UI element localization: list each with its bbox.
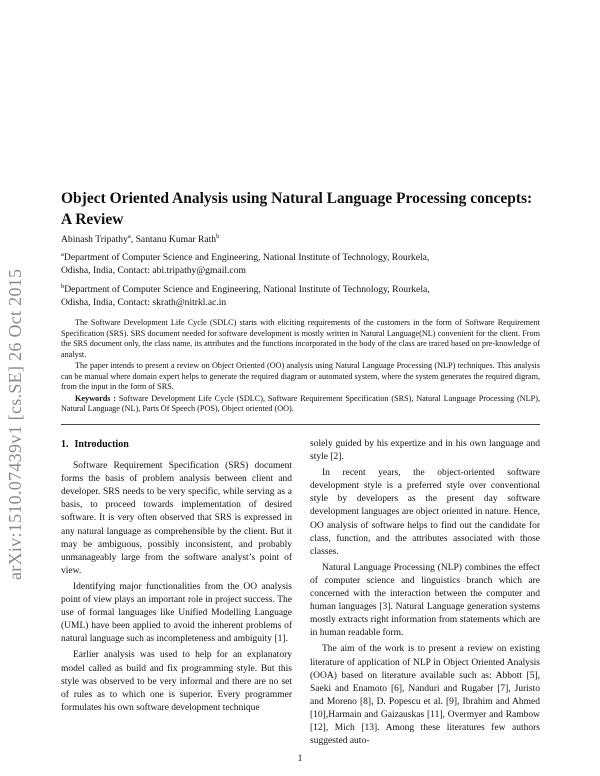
affiliation-marker: b bbox=[61, 282, 65, 290]
section-title: Introduction bbox=[74, 439, 129, 450]
section-heading bbox=[61, 438, 292, 451]
keywords-text: Software Development Life Cycle (SDLC), Software Requirement Specification (SRS), Natural Language Processing (NLP), Natural Language (NL), Parts Of Speech (POS), Object oriented (OO). bbox=[61, 393, 540, 413]
keywords bbox=[61, 394, 540, 415]
page-number: 1 bbox=[297, 754, 303, 764]
body-paragraph: Natural Language Processing (NLP) combines the effect of computer science and linguistics branch which are concerned with the interaction between the computer and human languages [3]. Natural Language generation systems mostly extracts right information from statements which are in human readable form. bbox=[310, 562, 540, 639]
affiliation-marker: a bbox=[61, 250, 64, 258]
author-separator: , bbox=[130, 234, 136, 245]
left-column bbox=[61, 438, 292, 715]
affiliation-line bbox=[61, 283, 541, 296]
abstract bbox=[61, 318, 540, 415]
affiliation-marker: a bbox=[127, 232, 131, 240]
affiliation-text: Department of Computer Science and Engineering, National Institute of Technology, Rourkela, bbox=[63, 252, 430, 263]
affiliation bbox=[61, 283, 541, 309]
author-list bbox=[61, 234, 219, 245]
affiliation-contact: Odisha, India, Contact: skrath@nitrkl.ac.in bbox=[61, 297, 227, 308]
body-paragraph: Software Requirement Specification (SRS) document forms the basis of problem analysis between client and developer. SRS needs to be very specific, while serving as a basis, to proceed towards implementation of desired software. It is very often observed that SRS is expressed in any natural language as comprehensible by the client. But it may be ambiguous, possibly inconsistent, and probably unmanageably large from the software analyst’s point of view. bbox=[61, 461, 292, 576]
affiliation-line bbox=[61, 251, 541, 264]
paper-title: Object Oriented Analysis using Natural Language Processing concepts: A Review bbox=[61, 190, 533, 228]
right-column bbox=[310, 438, 540, 748]
abstract-paragraph: The paper intends to present a review on Object Oriented (OO) analysis using Natural Language Processing (NLP) techniques. This analysis can be manual where domain expert helps to generate the required diagram or automated system, where the system generates the required digram, from the input in the form of SRS. bbox=[61, 361, 540, 391]
keywords-label: Keywords : bbox=[75, 393, 117, 403]
body-paragraph: Earlier analysis was used to help for an explanatory model called as build and fix programming style. But this style was observed to be very informal and there are no set of rules as to which one is superior. Every programmer formulates his own software development technique bbox=[61, 650, 292, 713]
section-number: 1. bbox=[61, 439, 69, 450]
affiliation-contact: Odisha, India, Contact: abi.tripathy@gmail.com bbox=[61, 265, 246, 276]
arxiv-identifier-stamp: arXiv:1510.07439v1 [cs.SE] 26 Oct 2015 bbox=[5, 268, 25, 580]
abstract-divider bbox=[61, 424, 540, 425]
body-paragraph: solely guided by his expertize and in his own language and style [2]. bbox=[310, 439, 540, 463]
author-name: Santanu Kumar Rath bbox=[135, 234, 217, 245]
abstract-paragraph: The Software Development Life Cycle (SDLC) starts with eliciting requirements of the customers in the form of Software Requirement Specification (SRS). SRS document needed for software development is mostly written in Natural Language(NL) convenient for the client. From the SRS document only, the class name, its attributes and the functions incorporated in the body of the class are traced based on pre-knowledge of analyst. bbox=[61, 318, 540, 359]
body-paragraph: Identifying major functionalities from the OO analysis point of view plays an important role in project success. The use of formal languages like Unified Modelling Language (UML) have been applied to avoid the inherent problems of natural language such as incompleteness and ambiguity [1]. bbox=[61, 581, 292, 645]
affiliation-marker: b bbox=[216, 232, 220, 240]
affiliation-text: Department of Computer Science and Engineering, National Institute of Technology, Rourkela, bbox=[64, 284, 430, 295]
body-paragraph: The aim of the work is to present a review on existing literature of application of NLP in Object Oriented Analysis (OOA) based on literature available such as: Abbott [5], Saeki and Enamoto [6], Nanduri and Rugaber [7], Juristo and Moreno [8], D. Popescu et al. [9], Ibrahim and Ahmed [10],Harmain and Gaizauskas [11], Overmyer and Rambow [12], Mich [13]. Among these literatures few authors suggested auto- bbox=[310, 644, 540, 747]
body-paragraph: In recent years, the object-oriented software development style is a preferred style over conventional style by developers as the present day software development languages are object oriented in nature. Hence, OO analysis of software helps to find out the candidate for class, function, and the attributes associated with those classes. bbox=[310, 468, 540, 557]
affiliation bbox=[61, 251, 541, 277]
author-name: Abinash Tripathy bbox=[61, 234, 128, 245]
